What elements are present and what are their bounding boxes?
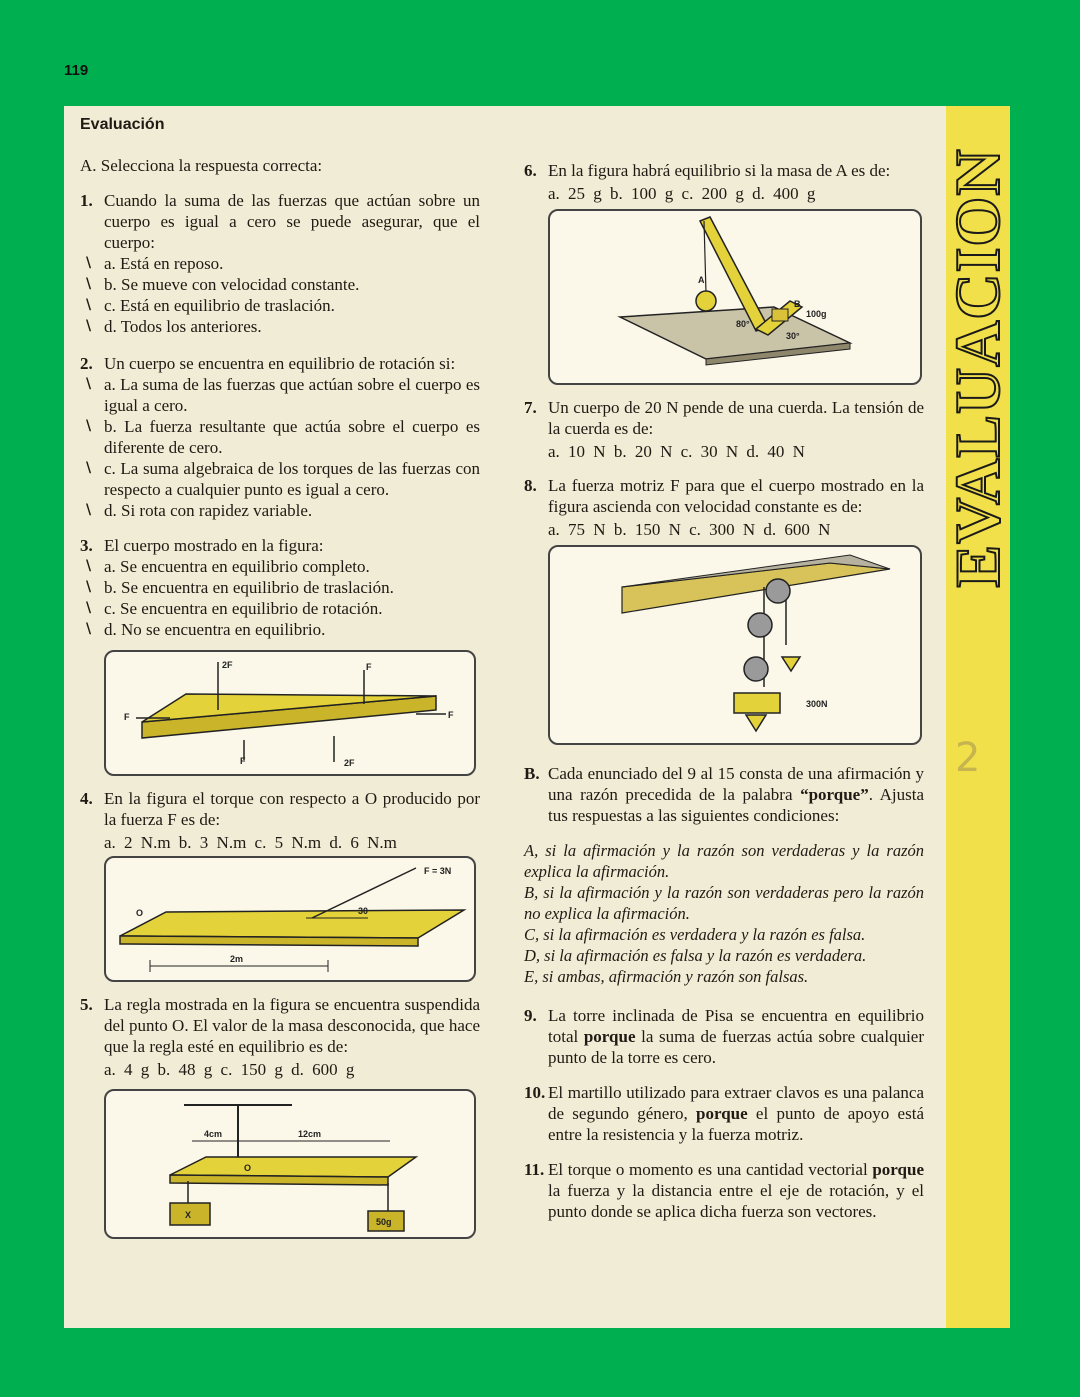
page-number: 119 [64,62,89,79]
question-8: 8. La fuerza motriz F para que el cuerpo mostrado en la figura ascienda con velocidad constante es de: [524,476,924,516]
check-mark-icon: \ [86,276,92,292]
q2-option-a[interactable]: \ a. La suma de las fuerzas que actúan sobre el cuerpo es igual a cero. [86,375,480,415]
check-mark-icon: \ [86,460,92,476]
q2-option-b[interactable]: \ b. La fuerza resultante que actúa sobre el cuerpo es diferente de cero. [86,417,480,457]
q1-option-d[interactable]: \ d. Todos los anteriores. [86,317,262,336]
mass-label: X [185,1210,192,1220]
question-4: 4. En la figura el torque con respecto a O producido por la fuerza F es de: [80,789,480,829]
q1-option-b[interactable]: \ b. Se mueve con velocidad constante. [86,275,360,294]
condition-d: D, si la afirmación es falsa y la razón es verdadera. [524,946,867,965]
body-label: B [794,299,801,309]
ruler-diagram [106,1091,474,1237]
section-a-instruction: A. Selecciona la respuesta correcta: [80,156,323,175]
question-2: 2. Un cuerpo se encuentra en equilibrio de rotación si: [80,353,480,374]
mass-label: 50g [376,1217,392,1227]
angle-label: 30° [786,331,800,341]
angle-label: 80° [736,319,750,329]
figure-q8-pulleys [548,545,922,745]
body-label: A [698,275,705,285]
question-4-text: En la figura el torque con respecto a O producido por la fuerza F es de: [104,789,480,829]
force-label: F [240,756,246,766]
check-mark-icon: \ [86,621,92,637]
plate-forces-diagram [106,652,474,774]
question-2-text: Un cuerpo se encuentra en equilibrio de rotación si: [104,354,456,373]
question-6: 6. En la figura habrá equilibrio si la masa de A es de: [524,160,924,181]
point-label: O [244,1163,252,1173]
question-1-text: Cuando la suma de las fuerzas que actúan sobre un cuerpo es igual a cero se puede asegurar, que el cuerpo: [104,191,480,252]
mass-label: 100g [806,309,827,319]
q3-option-a[interactable]: \ a. Se encuentra en equilibrio completo. [86,557,370,576]
figure-q6-incline [548,209,922,385]
q2-option-d[interactable]: \ d. Si rota con rapidez variable. [86,501,313,520]
q7-answers[interactable]: a. 10 N b. 20 N c. 30 N d. 40 N [548,442,805,461]
q1-option-c[interactable]: \ c. Está en equilibrio de traslación. [86,296,335,315]
q6-answers[interactable]: a. 25 g b. 100 g c. 200 g d. 400 g [548,184,816,203]
check-mark-icon: \ [86,297,92,313]
figure-q5-ruler [104,1089,476,1239]
check-mark-icon: \ [86,600,92,616]
q1-option-a[interactable]: \ a. Está en reposo. [86,254,224,273]
question-1: 1. Cuando la suma de las fuerzas que actúan sobre un cuerpo es igual a cero se puede asegurar, que el cuerpo: [80,191,480,252]
q8-answers[interactable]: a. 75 N b. 150 N c. 300 N d. 600 N [548,520,831,539]
force-label: 2F [344,758,355,768]
q3-option-b[interactable]: \ b. Se encuentra en equilibrio de traslación. [86,578,394,597]
angle-label: 30 [358,906,369,916]
check-mark-icon: \ [86,579,92,595]
point-label: O [136,908,144,918]
force-label: F [124,712,130,722]
right-column [524,156,924,1222]
check-mark-icon: \ [86,255,92,271]
q4-answers[interactable]: a. 2 N.m b. 3 N.m c. 5 N.m d. 6 N.m [104,833,397,852]
check-mark-icon: \ [86,418,92,434]
pulley-diagram [550,547,920,743]
question-3-text: El cuerpo mostrado en la figura: [104,536,324,555]
question-7-text: Un cuerpo de 20 N pende de una cuerda. La tensión de la cuerda es de: [548,398,924,438]
distance-label: 12cm [298,1129,322,1139]
weight-label: 300N [806,699,828,709]
condition-e: E, si ambas, afirmación y razón son falsas. [524,967,809,986]
section-heading: Evaluación [80,116,165,133]
section-b: B. Cada enunciado del 9 al 15 consta de una afirmación y una razón precedida de la palabra “porque”. Ajusta tus respuestas a las siguientes condiciones: [524,764,924,825]
question-10: 10. El martillo utilizado para extraer clavos es una palanca de segundo género, porque el punto de apoyo está entre la resistencia y la fuerza motriz. [524,1083,924,1144]
question-7: 7. Un cuerpo de 20 N pende de una cuerda. La tensión de la cuerda es de: [524,398,924,438]
check-mark-icon: \ [86,376,92,392]
figure-q4-torque [104,856,476,982]
condition-a: A, si la afirmación y la razón son verdaderas y la razón explica la afirmación. [524,841,924,881]
torque-diagram [106,858,474,980]
incline-diagram [550,211,920,383]
force-label: F [366,662,372,672]
distance-label: 4cm [204,1129,223,1139]
q5-answers[interactable]: a. 4 g b. 48 g c. 150 g d. 600 g [104,1060,355,1079]
force-label: 2F [222,660,233,670]
question-5-text: La regla mostrada en la figura se encuentra suspendida del punto O. El valor de la masa desconocida, que hace que la regla esté en equilibrio es de: [104,995,480,1056]
figure-q3-plate [104,650,476,776]
conditions-list [524,840,924,987]
condition-c: C, si la afirmación es verdadera y la razón es falsa. [524,925,866,944]
q2-option-c[interactable]: \ c. La suma algebraica de los torques de las fuerzas con respecto a cualquier punto es igual a cero. [86,459,480,499]
distance-label: 2m [230,954,244,964]
check-mark-icon: \ [86,558,92,574]
left-column [80,112,480,1239]
condition-b: B, si la afirmación y la razón son verdaderas pero la razón no explica la afirmación. [524,883,924,923]
question-3: 3. El cuerpo mostrado en la figura: [80,535,480,556]
question-6-text: En la figura habrá equilibrio si la masa de A es de: [548,161,891,180]
question-8-text: La fuerza motriz F para que el cuerpo mostrado en la figura ascienda con velocidad constante es de: [548,476,924,516]
check-mark-icon: \ [86,502,92,518]
pencil-note: 2 [955,735,981,781]
q3-option-c[interactable]: \ c. Se encuentra en equilibrio de rotación. [86,599,383,618]
question-5: 5. La regla mostrada en la figura se encuentra suspendida del punto O. El valor de la masa desconocida, que hace que la regla esté en equilibrio es de: [80,995,480,1056]
force-label: F = 3N [424,866,452,876]
force-label: F [448,710,454,720]
question-9: 9. La torre inclinada de Pisa se encuentra en equilibrio total porque la suma de fuerzas actúa sobre cualquier punto de la torre es cero. [524,1006,925,1067]
side-band-title: EVALUACION [942,148,1013,588]
question-11: 11. El torque o momento es una cantidad vectorial porque la fuerza y la distancia entre el eje de rotación, y el punto donde se aplica dicha fuerza son vectores. [524,1160,924,1221]
check-mark-icon: \ [86,318,92,334]
porque-keyword: “porque” [800,785,869,804]
q3-option-d[interactable]: \ d. No se encuentra en equilibrio. [86,620,326,639]
